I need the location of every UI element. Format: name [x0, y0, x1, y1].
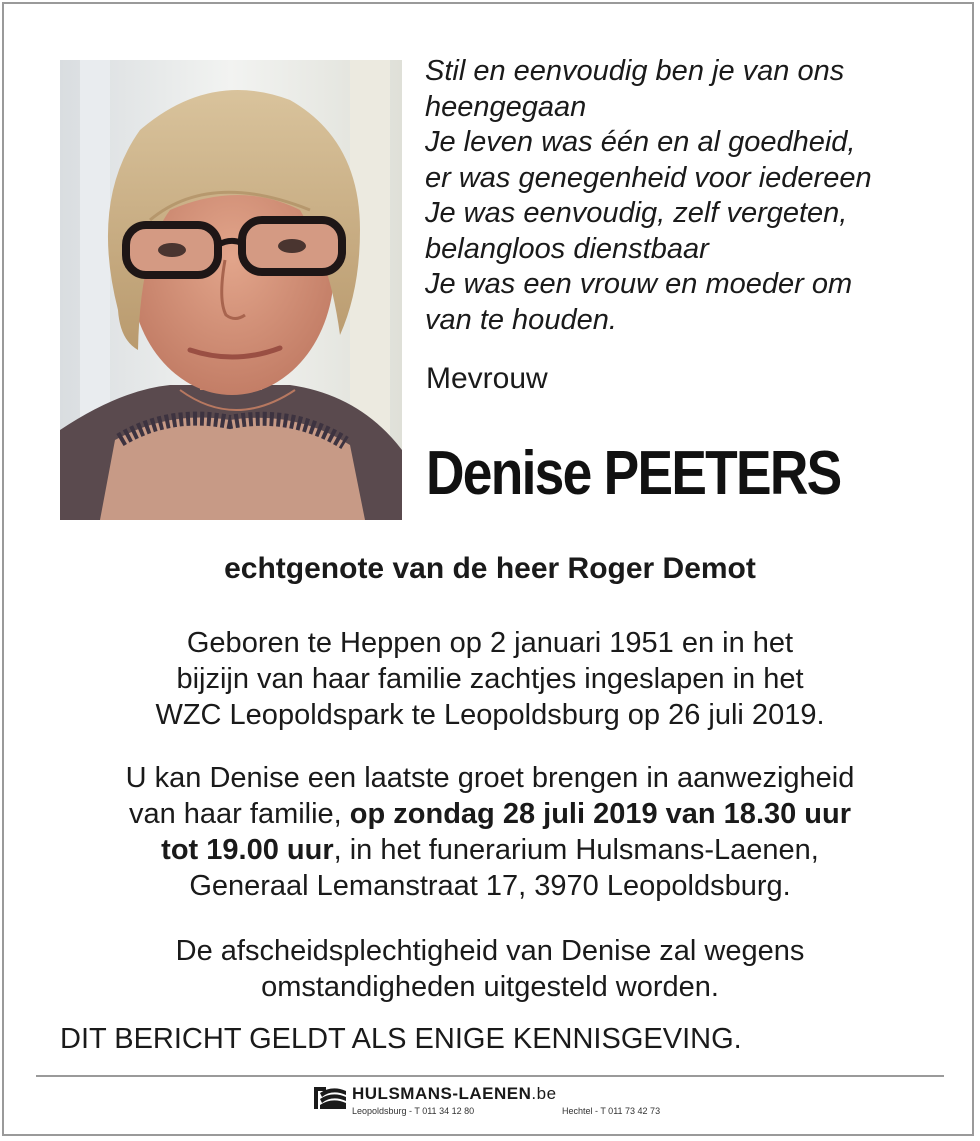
poem-line: Stil en eenvoudig ben je van ons — [425, 55, 845, 87]
visitation-line — [0, 796, 980, 832]
sole-notice-statement: DIT BERICHT GELDT ALS ENIGE KENNISGEVING. — [60, 1023, 742, 1055]
visitation-paragraph — [0, 760, 980, 904]
funeral-home-brand — [352, 1084, 557, 1104]
spouse-line: echtgenote van de heer Roger Demot — [224, 552, 756, 585]
visitation-line — [0, 832, 980, 868]
ceremony-paragraph — [0, 933, 980, 1005]
funeral-home-logo-icon — [312, 1083, 348, 1113]
visitation-text: , in het funerarium Hulsmans-Laenen, — [333, 834, 819, 866]
ceremony-line: De afscheidsplechtigheid van Denise zal wegens — [175, 935, 805, 967]
visitation-end-time: tot 19.00 uur — [161, 834, 334, 866]
portrait-photo — [60, 60, 402, 520]
honorific-title: Mevrouw — [426, 362, 548, 395]
visitation-text: van haar familie, — [128, 798, 350, 830]
poem — [425, 54, 965, 338]
birth-line: WZC Leopoldspark te Leopoldsburg op 26 juli 2019. — [155, 699, 825, 731]
poem-line: Je was een vrouw en moeder om — [425, 268, 853, 300]
visitation-line: U kan Denise een laatste groet brengen in aanwezigheid — [125, 762, 855, 794]
poem-line: van te houden. — [425, 303, 617, 336]
birth-paragraph — [0, 625, 980, 733]
brand-name: HULSMANS-LAENEN — [352, 1084, 532, 1103]
poem-line: Je was eenvoudig, zelf vergeten, — [425, 197, 848, 229]
visitation-address: Generaal Lemanstraat 17, 3970 Leopoldsburg. — [189, 870, 791, 902]
brand-domain: .be — [531, 1084, 557, 1103]
poem-line: belangloos dienstbaar — [425, 232, 709, 265]
footer-divider — [36, 1075, 944, 1077]
birth-line: bijzijn van haar familie zachtjes ingeslapen in het — [176, 663, 804, 695]
contact-leopoldsburg: Leopoldsburg - T 011 34 12 80 — [352, 1106, 475, 1116]
deceased-name: Denise PEETERS — [426, 439, 841, 508]
visitation-date: op zondag 28 juli 2019 van 18.30 uur — [349, 798, 852, 830]
birth-line: Geboren te Heppen op 2 januari 1951 en in het — [186, 627, 794, 659]
poem-line: heengegaan — [425, 90, 587, 123]
poem-line: Je leven was één en al goedheid, — [425, 126, 856, 158]
poem-line: er was genegenheid voor iedereen — [425, 161, 872, 194]
ceremony-line: omstandigheden uitgesteld worden. — [261, 971, 719, 1003]
contact-hechtel: Hechtel - T 011 73 42 73 — [562, 1106, 661, 1116]
